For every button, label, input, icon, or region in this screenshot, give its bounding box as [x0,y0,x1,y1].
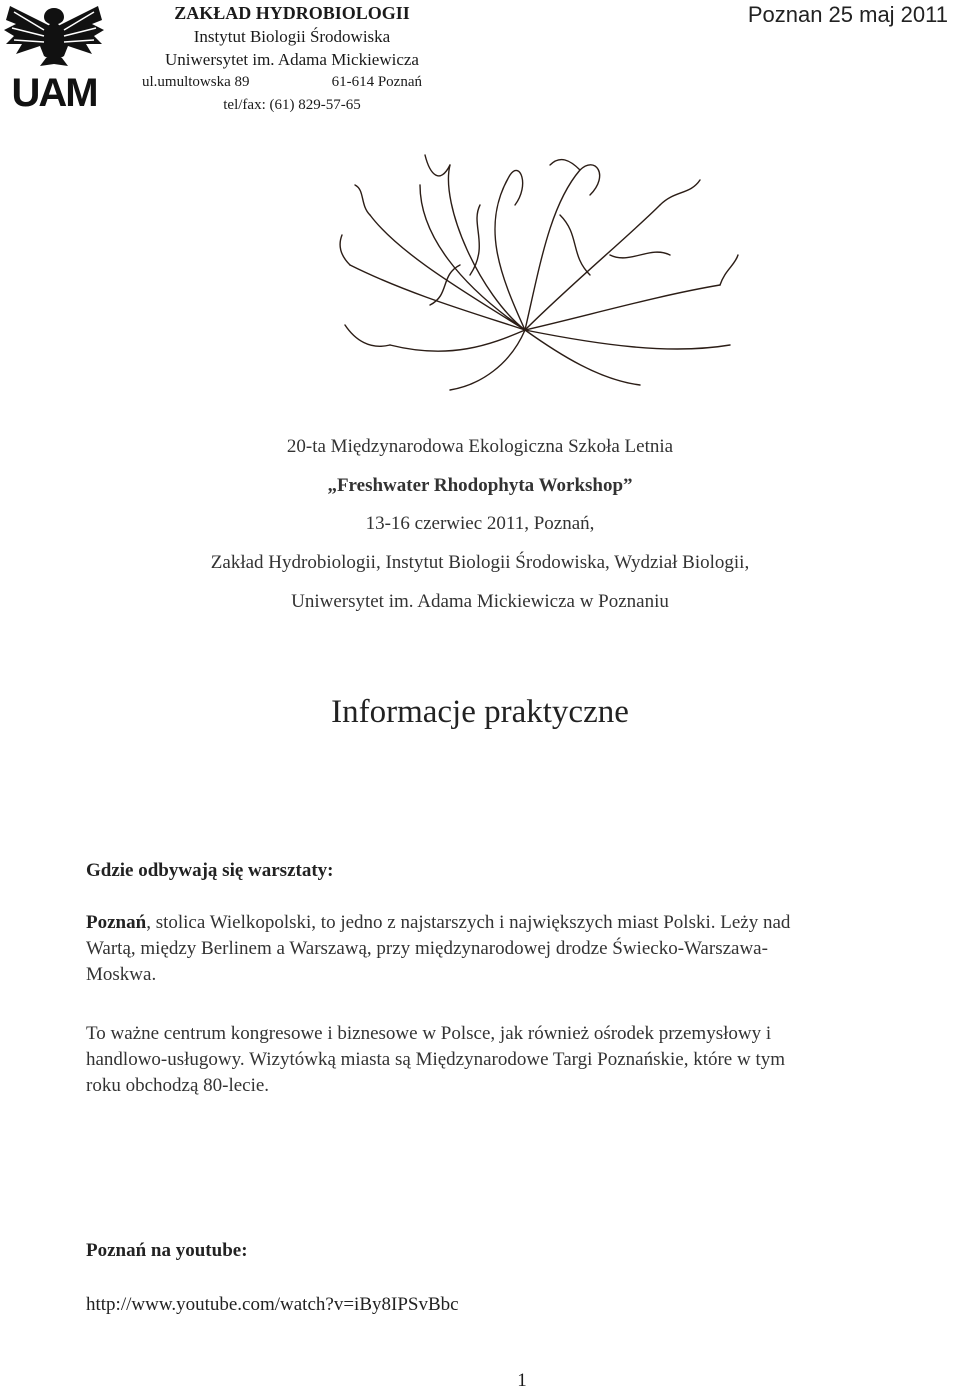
event-line-4: Zakład Hydrobiologii, Instytut Biologii Środowiska, Wydział Biologii, [210,552,750,573]
event-line-3: 13-16 czerwiec 2011, Poznań, [365,513,595,534]
page-number: 1 [517,1370,527,1391]
uam-eagle-logo [0,0,108,112]
paragraph-venue-text-a: , stolica Wielkopolski, to jedno z najstarszych i największych miast Polski. Leży nad [146,912,791,933]
section-heading-venue: Gdzie odbywają się warsztaty: [86,860,334,881]
paragraph-city-line-2: handlowo-usługowy. Wizytówką miasta są Międzynarodowe Targi Poznańskie, które w tym [86,1049,786,1070]
event-line-5: Uniwersytet im. Adama Mickiewicza w Poznaniu [291,591,669,612]
street-address: ul.umultowska 89 [142,74,250,90]
event-line-2: „Freshwater Rhodophyta Workshop” [327,475,633,496]
institute-name: Instytut Biologii Środowiska [193,27,391,46]
letter-date: Poznan 25 maj 2011 [747,2,948,27]
institution-header [142,2,442,117]
address-row [142,71,442,94]
paragraph-city-line-1: To ważne centrum kongresowe i biznesowe w Polsce, jak również ośrodek przemysłowy i [86,1023,772,1044]
university-name: Uniwersytet im. Adama Mickiewicza [165,50,419,69]
paragraph-city-line-3: roku obchodzą 80-lecie. [86,1075,270,1096]
paragraph-venue-line-3: Moskwa. [86,964,157,985]
page-title: Informacje praktyczne [331,694,629,730]
section-heading-youtube: Poznań na youtube: [86,1240,248,1261]
phone-fax: tel/fax: (61) 829-57-65 [223,97,361,113]
postcode-city: 61-614 Poznań [331,74,422,90]
city-name-bold: Poznań [86,912,147,933]
svg-text:UAM: UAM [11,71,97,112]
youtube-link[interactable]: http://www.youtube.com/watch?v=iBy8IPSvBbc [86,1294,459,1315]
paragraph-venue [86,910,960,988]
event-line-1: 20-ta Międzynarodowa Ekologiczna Szkoła Letnia [286,436,674,457]
paragraph-city-info [86,1021,960,1099]
department-name: ZAKŁAD HYDROBIOLOGII [174,3,410,23]
rhodophyta-illustration [330,145,740,395]
paragraph-venue-line-2: Wartą, między Berlinem a Warszawą, przy międzynarodowej drodze Świecko-Warszawa- [86,938,768,959]
paragraph-venue-line-1 [86,910,960,936]
